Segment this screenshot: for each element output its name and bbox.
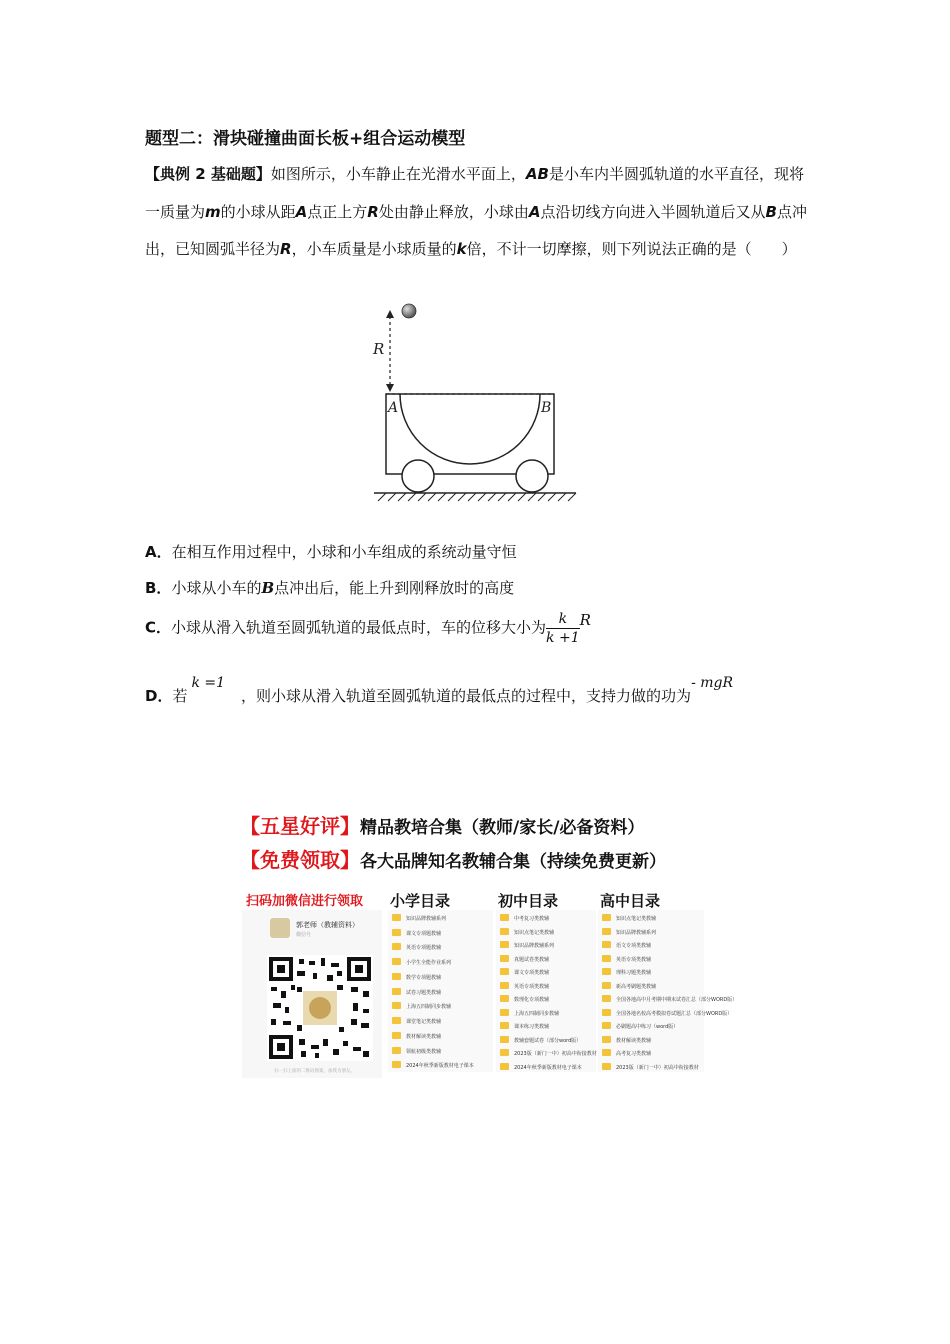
option-D[interactable] xyxy=(145,675,734,706)
catalog-item[interactable]: 数理化专项教辅 xyxy=(514,997,550,1003)
catalog-item[interactable]: 英语专项类教辅 xyxy=(616,956,652,963)
catalog-item[interactable]: 高考复习类教辅 xyxy=(616,1051,652,1057)
catalog-item[interactable]: 课堂笔记类教辅 xyxy=(406,1019,442,1026)
folder-icon xyxy=(602,982,611,989)
catalog-item[interactable]: 课本练习类教辅 xyxy=(514,1024,550,1030)
math-negative-mgR: - mgR xyxy=(691,675,734,691)
avatar xyxy=(270,918,290,938)
folder-icon xyxy=(392,914,401,921)
folder-icon xyxy=(602,1063,611,1070)
catalog-item[interactable]: 2023版（新门一中）初高中衔接教材 xyxy=(616,1064,699,1071)
folder-icon xyxy=(602,995,611,1002)
question-part: 点冲出，已知圆弧半径为 xyxy=(145,202,807,258)
label-R: R xyxy=(373,340,385,358)
catalog-item[interactable]: 上海五四制同步教辅 xyxy=(406,1004,452,1011)
semicircle-track xyxy=(400,394,540,464)
question-part: 点正上方 xyxy=(307,202,368,221)
folder-icon xyxy=(602,1022,611,1029)
folder-icon xyxy=(392,1017,401,1024)
wheel-left xyxy=(402,460,434,492)
catalog-item[interactable]: 课文专项题教辅 xyxy=(406,930,442,937)
option-B[interactable] xyxy=(145,577,514,598)
catalog-item[interactable]: 全国各地高中月考期中期末试卷汇总（部分WORD版） xyxy=(616,997,738,1003)
catalog-item[interactable]: 语文专项类教辅 xyxy=(616,943,652,949)
question-part: 点沿切线方向进入半圆轨道后又从 xyxy=(540,202,766,221)
catalog-item[interactable]: 小学生全能作业系列 xyxy=(406,960,452,967)
teacher-subtitle: 微信号 xyxy=(296,932,312,938)
option-C[interactable] xyxy=(145,610,591,647)
catalog-item[interactable]: 知识品牌教辅系列 xyxy=(406,916,447,922)
folder-icon xyxy=(500,928,509,935)
folder-icon xyxy=(392,1032,401,1039)
folder-icon xyxy=(602,968,611,975)
arrow-head-down xyxy=(386,384,394,392)
folder-icon xyxy=(500,941,509,948)
folder-icon xyxy=(500,1049,509,1056)
middle-catalog-title: 初中目录 xyxy=(498,892,559,910)
folder-icon xyxy=(500,1009,509,1016)
symbol-R: R xyxy=(280,240,292,258)
promo-line-1-red: 【五星好评】 xyxy=(240,814,360,838)
symbol-k: k xyxy=(456,240,467,258)
folder-icon xyxy=(500,1036,509,1043)
option-text: 点冲出后，能上升到刚释放时的高度 xyxy=(274,579,515,597)
folder-icon xyxy=(602,928,611,935)
folder-icon xyxy=(500,955,509,962)
primary-catalog-list xyxy=(388,910,493,1072)
folder-icon xyxy=(602,1036,611,1043)
wheel-right xyxy=(516,460,548,492)
fraction-numerator: k xyxy=(546,610,580,629)
option-text: 小球从小车的 xyxy=(171,579,262,597)
catalog-item[interactable]: 真题试卷类教辅 xyxy=(514,956,550,963)
catalog-item[interactable]: 中考复习类教辅 xyxy=(514,916,550,922)
catalog-item[interactable]: 2024年秋季新版教材电子课本 xyxy=(406,1063,474,1070)
question-part: 的小球从距 xyxy=(220,202,296,221)
symbol-R: R xyxy=(579,610,591,629)
promo-line-2-black: 各大品牌知名教辅合集（持续免费更新） xyxy=(360,852,666,872)
folder-icon xyxy=(392,973,401,980)
ball xyxy=(402,304,416,318)
option-text: ，则小球从滑入轨道至圆弧轨道的最低点的过程中，支持力做的功为 xyxy=(241,687,692,705)
option-label: B． xyxy=(145,579,172,597)
catalog-item[interactable]: 必刷题高中练习（word版） xyxy=(616,1024,679,1030)
catalog-item[interactable]: 理科习题类教辅 xyxy=(616,970,652,976)
fraction-denominator: k +1 xyxy=(546,630,580,646)
catalog-item[interactable]: 上海五四制同步教辅 xyxy=(514,1010,560,1017)
catalog-item[interactable]: 2023版（新门一中）初高中衔接教材 xyxy=(514,1051,597,1057)
option-label: A． xyxy=(145,543,172,561)
folder-icon xyxy=(500,1022,509,1029)
promo-line-1 xyxy=(240,810,644,839)
catalog-item[interactable]: 课文专项类教辅 xyxy=(514,970,550,976)
question-part: 是小车内半圆弧轨道的水平直径，现将一质量为 xyxy=(145,165,804,221)
symbol-B: B xyxy=(765,202,777,221)
catalog-item[interactable]: 知识品牌教辅系列 xyxy=(616,929,657,936)
high-catalog-title: 高中目录 xyxy=(600,892,661,910)
question-part: 倍，不计一切摩擦，则下列说法正确的是（ ） xyxy=(466,240,797,258)
section-heading: 题型二：滑块碰撞曲面长板+组合运动模型 xyxy=(145,129,466,149)
option-text: 若 xyxy=(172,687,188,705)
folder-icon xyxy=(392,958,401,965)
symbol-AB: AB xyxy=(525,165,549,183)
middle-catalog-list xyxy=(496,910,596,1072)
promo-banner[interactable] xyxy=(240,810,738,1075)
catalog-item[interactable]: 全国各地名校高考模拟卷试题汇总（部分WORD版） xyxy=(616,1010,733,1017)
folder-icon xyxy=(392,988,401,995)
symbol-A: A xyxy=(295,202,308,221)
catalog-item[interactable]: 教辅套题试卷（部分word版） xyxy=(514,1037,582,1044)
catalog-item[interactable]: 新高考刷题类教辅 xyxy=(616,983,657,990)
question-part: 如图所示，小车静止在光滑水平面上， xyxy=(270,165,526,183)
option-A[interactable] xyxy=(145,541,517,562)
option-label: C． xyxy=(145,618,172,637)
catalog-item[interactable]: 英语专项类教辅 xyxy=(514,983,550,990)
folder-icon xyxy=(602,941,611,948)
promo-line-1-black: 精品教培合集（教师/家长/必备资料） xyxy=(360,818,645,838)
catalog-item[interactable]: 知识品牌教辅系列 xyxy=(514,943,555,949)
catalog-item[interactable]: 知识点笔记类教辅 xyxy=(616,916,657,922)
question-part: 处由静止释放，小球由 xyxy=(378,202,529,221)
qr-caption: 扫一扫上面的二维码图案，加我为朋友。 xyxy=(274,1069,355,1074)
folder-icon xyxy=(602,914,611,921)
folder-icon xyxy=(500,982,509,989)
promo-line-2-red: 【免费领取】 xyxy=(240,848,360,872)
catalog-item[interactable]: 数学专项题教辅 xyxy=(406,974,442,981)
catalog-item[interactable]: 知识点笔记类教辅 xyxy=(514,929,555,936)
fraction-k-over-k-plus-1 xyxy=(546,610,580,647)
question-text xyxy=(145,156,810,269)
question-tag: 【典例 2 基础题】 xyxy=(145,165,271,183)
wechat-card xyxy=(242,910,382,1078)
scan-instruction: 扫码加微信进行领取 xyxy=(246,894,364,909)
cart-figure xyxy=(360,298,590,510)
folder-icon xyxy=(392,1047,401,1054)
folder-icon xyxy=(602,1049,611,1056)
folder-icon xyxy=(602,1009,611,1016)
question-part: ，小车质量是小球质量的 xyxy=(291,240,457,258)
folder-icon xyxy=(500,968,509,975)
folder-icon xyxy=(392,943,401,950)
option-label: D． xyxy=(145,687,173,705)
symbol-R: R xyxy=(367,202,379,221)
catalog-item[interactable]: 英语专项题教辅 xyxy=(406,945,442,952)
symbol-A: A xyxy=(528,202,541,221)
option-text: 小球从滑入轨道至圆弧轨道的最低点时，车的位移大小为 xyxy=(171,618,547,637)
option-text: 在相互作用过程中，小球和小车组成的系统动量守恒 xyxy=(171,543,517,561)
arrow-head-up xyxy=(386,310,394,318)
folder-icon xyxy=(392,929,401,936)
ground-hatch xyxy=(378,493,576,501)
folder-icon xyxy=(500,914,509,921)
folder-icon xyxy=(602,955,611,962)
folder-icon xyxy=(392,1061,401,1068)
qr-code[interactable] xyxy=(267,955,373,1061)
catalog-item[interactable]: 教材解读类教辅 xyxy=(616,1037,652,1044)
catalog-item[interactable]: 领航初级类教辅 xyxy=(406,1048,442,1055)
label-B: B xyxy=(541,400,552,416)
catalog-item[interactable]: 教材解读类教辅 xyxy=(406,1033,442,1040)
folder-icon xyxy=(392,1002,401,1009)
primary-catalog-title: 小学目录 xyxy=(390,892,451,910)
symbol-m: m xyxy=(205,202,221,221)
folder-icon xyxy=(500,1063,509,1070)
promo-line-2 xyxy=(240,844,666,873)
symbol-B: B xyxy=(261,579,275,597)
math-k-equals-1: k =1 xyxy=(191,675,226,691)
high-catalog-list xyxy=(598,910,738,1072)
folder-icon xyxy=(500,995,509,1002)
catalog-item[interactable]: 试卷习题类教辅 xyxy=(406,989,442,996)
catalog-item[interactable]: 2024年秋季新版教材电子课本 xyxy=(514,1064,582,1071)
label-A: A xyxy=(388,400,399,416)
teacher-name: 郭老师（教辅资料） xyxy=(296,921,359,929)
